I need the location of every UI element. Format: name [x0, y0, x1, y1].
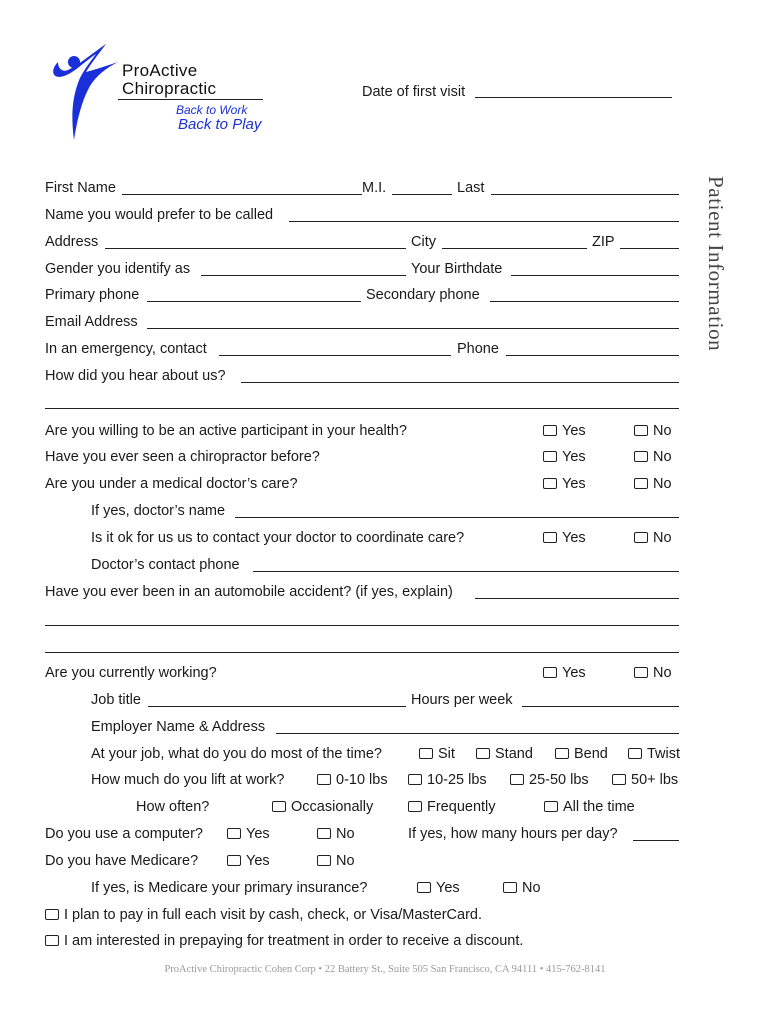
- doctor-phone-field[interactable]: [253, 571, 679, 572]
- first-name-label: First Name: [45, 180, 116, 196]
- auto-accident-field-3[interactable]: [45, 652, 679, 653]
- checkbox-icon[interactable]: [272, 801, 286, 812]
- option-label: 10-25 lbs: [427, 772, 487, 788]
- checkbox-icon[interactable]: [634, 425, 648, 436]
- preferred-name-field[interactable]: [289, 221, 679, 222]
- option-label: Yes: [246, 853, 270, 869]
- under-md-no-option[interactable]: [634, 476, 672, 492]
- contact-doctor-question: Is it ok for us us to contact your doctor to coordinate care?: [91, 530, 465, 546]
- doctor-name-field[interactable]: [235, 517, 679, 518]
- emergency-phone-label: Phone: [457, 341, 499, 357]
- hours-per-week-label: Hours per week: [411, 692, 513, 708]
- checkbox-icon[interactable]: [612, 774, 626, 785]
- checkbox-icon[interactable]: [634, 667, 648, 678]
- logo-tag-line2: Back to Play: [178, 116, 262, 133]
- job-activity-question: At your job, what do you do most of the time?: [91, 746, 382, 762]
- primary-phone-field[interactable]: [147, 301, 361, 302]
- checkbox-icon[interactable]: [317, 774, 331, 785]
- active-no-option[interactable]: [634, 423, 672, 439]
- heard-about-label: How did you hear about us?: [45, 368, 226, 384]
- checkbox-icon[interactable]: [317, 828, 331, 839]
- city-label: City: [411, 234, 436, 250]
- checkbox-icon[interactable]: [634, 451, 648, 462]
- emergency-contact-label: In an emergency, contact: [45, 341, 207, 357]
- option-label: No: [653, 476, 672, 492]
- emergency-contact-field[interactable]: [219, 355, 451, 356]
- option-label: Yes: [562, 530, 586, 546]
- checkbox-icon[interactable]: [476, 748, 490, 759]
- option-label: 50+ lbs: [631, 772, 679, 788]
- prepay-option[interactable]: [45, 933, 523, 949]
- city-field[interactable]: [442, 248, 587, 249]
- option-label: Stand: [495, 746, 533, 762]
- address-label: Address: [45, 234, 99, 250]
- heard-about-field-2[interactable]: [45, 408, 679, 409]
- auto-accident-question: Have you ever been in an automobile accident? (if yes, explain): [45, 584, 453, 600]
- lift-10-25-option[interactable]: [408, 772, 487, 788]
- birthdate-label: Your Birthdate: [411, 261, 503, 277]
- checkbox-icon[interactable]: [544, 801, 558, 812]
- checkbox-icon[interactable]: [317, 855, 331, 866]
- option-label: Yes: [562, 476, 586, 492]
- logo-underline: [118, 99, 263, 100]
- contact-doctor-yes-option[interactable]: [543, 530, 586, 546]
- footer-address: ProActive Chiropractic Cohen Corp • 22 Battery St., Suite 505 San Francisco, CA 94111 • 415-762-8141: [164, 964, 606, 975]
- medical-doctor-question: Are you under a medical doctor’s care?: [45, 476, 298, 492]
- logo-name-line1: ProActive: [122, 61, 198, 80]
- birthdate-field[interactable]: [511, 275, 679, 276]
- checkbox-icon[interactable]: [634, 478, 648, 489]
- auto-accident-field[interactable]: [475, 598, 679, 599]
- checkbox-icon[interactable]: [227, 828, 241, 839]
- lift-50-plus-option[interactable]: [612, 772, 678, 788]
- mi-label: M.I.: [362, 180, 387, 196]
- occasionally-option[interactable]: [272, 799, 373, 815]
- pay-in-full-option[interactable]: [45, 907, 482, 923]
- logo-name-line2: Chiropractic: [122, 79, 217, 98]
- frequently-option[interactable]: [408, 799, 496, 815]
- emergency-phone-field[interactable]: [506, 355, 679, 356]
- checkbox-icon[interactable]: [408, 801, 422, 812]
- computer-no-option[interactable]: [317, 826, 355, 842]
- side-title-text: Patient Information: [704, 176, 728, 352]
- lift-0-10-option[interactable]: [317, 772, 388, 788]
- computer-question: Do you use a computer?: [45, 826, 203, 842]
- checkbox-icon[interactable]: [543, 425, 557, 436]
- checkbox-icon[interactable]: [510, 774, 524, 785]
- checkbox-icon[interactable]: [543, 478, 557, 489]
- option-label: Twist: [647, 746, 681, 762]
- side-title: [700, 176, 730, 396]
- logo-figure-icon: [44, 40, 124, 150]
- active-yes-option[interactable]: [543, 423, 586, 439]
- date-first-visit-label: Date of first visit: [362, 84, 466, 100]
- contact-doctor-no-option[interactable]: [634, 530, 672, 546]
- hours-per-week-field[interactable]: [522, 706, 679, 707]
- medicare-primary-question: If yes, is Medicare your primary insurance?: [91, 880, 368, 896]
- hours-per-day-label: If yes, how many hours per day?: [408, 826, 618, 842]
- option-label: No: [336, 853, 355, 869]
- zip-label: ZIP: [592, 234, 615, 250]
- option-label: All the time: [563, 799, 635, 815]
- primary-phone-label: Primary phone: [45, 287, 140, 303]
- logo: [44, 40, 274, 150]
- checkbox-icon[interactable]: [227, 855, 241, 866]
- medicare-yes-option[interactable]: [227, 853, 270, 869]
- medicare-no-option[interactable]: [317, 853, 355, 869]
- option-label: No: [653, 530, 672, 546]
- computer-yes-option[interactable]: [227, 826, 270, 842]
- how-often-label: How often?: [136, 799, 210, 815]
- checkbox-icon[interactable]: [543, 532, 557, 543]
- seen-chiro-yes-option[interactable]: [543, 449, 586, 465]
- checkbox-icon[interactable]: [417, 882, 431, 893]
- zip-field[interactable]: [620, 248, 679, 249]
- stand-option[interactable]: [476, 746, 533, 762]
- option-label: 25-50 lbs: [529, 772, 589, 788]
- seen-chiro-no-option[interactable]: [634, 449, 672, 465]
- checkbox-icon[interactable]: [503, 882, 517, 893]
- option-label: Yes: [436, 880, 460, 896]
- address-field[interactable]: [105, 248, 406, 249]
- first-name-field[interactable]: [122, 194, 362, 195]
- option-label: Yes: [246, 826, 270, 842]
- doctor-phone-label: Doctor’s contact phone: [91, 557, 240, 573]
- employer-label: Employer Name & Address: [91, 719, 266, 735]
- option-label: Sit: [438, 746, 455, 762]
- option-label: Yes: [562, 449, 586, 465]
- medicare-question: Do you have Medicare?: [45, 853, 199, 869]
- bend-option[interactable]: [555, 746, 608, 762]
- preferred-name-label: Name you would prefer to be called: [45, 207, 274, 223]
- lift-25-50-option[interactable]: [510, 772, 589, 788]
- option-label: 0-10 lbs: [336, 772, 388, 788]
- working-yes-option[interactable]: [543, 665, 586, 681]
- date-first-visit-field[interactable]: [475, 97, 672, 98]
- option-label: No: [653, 449, 672, 465]
- logo-tag-line1: Back to Work: [176, 103, 248, 117]
- checkbox-icon[interactable]: [634, 532, 648, 543]
- hours-per-day-field[interactable]: [633, 840, 679, 841]
- option-label: No: [522, 880, 541, 896]
- heard-about-field[interactable]: [241, 382, 679, 383]
- auto-accident-field-2[interactable]: [45, 625, 679, 626]
- checkbox-icon[interactable]: [543, 667, 557, 678]
- email-label: Email Address: [45, 314, 138, 330]
- option-label: Bend: [574, 746, 608, 762]
- checkbox-icon[interactable]: [45, 909, 59, 920]
- employer-field[interactable]: [276, 733, 679, 734]
- secondary-phone-field[interactable]: [490, 301, 679, 302]
- checkbox-icon[interactable]: [45, 935, 59, 946]
- option-label: Occasionally: [291, 799, 374, 815]
- doctor-name-label: If yes, doctor’s name: [91, 503, 226, 519]
- mi-field[interactable]: [392, 194, 452, 195]
- working-question: Are you currently working?: [45, 665, 217, 681]
- last-name-field[interactable]: [491, 194, 679, 195]
- option-label: No: [653, 665, 672, 681]
- medicare-primary-no-option[interactable]: [503, 880, 541, 896]
- all-the-time-option[interactable]: [544, 799, 635, 815]
- job-title-field[interactable]: [148, 706, 406, 707]
- checkbox-icon[interactable]: [628, 748, 642, 759]
- active-participant-question: Are you willing to be an active participant in your health?: [45, 423, 407, 439]
- under-md-yes-option[interactable]: [543, 476, 586, 492]
- seen-chiropractor-question: Have you ever seen a chiropractor before?: [45, 449, 320, 465]
- checkbox-icon[interactable]: [419, 748, 433, 759]
- option-label: Frequently: [427, 799, 496, 815]
- lift-question: How much do you lift at work?: [91, 772, 285, 788]
- job-title-label: Job title: [91, 692, 141, 708]
- checkbox-icon[interactable]: [555, 748, 569, 759]
- secondary-phone-label: Secondary phone: [366, 287, 480, 303]
- medicare-primary-yes-option[interactable]: [417, 880, 460, 896]
- option-label: I plan to pay in full each visit by cash, check, or Visa/MasterCard.: [64, 907, 483, 923]
- gender-field[interactable]: [201, 275, 406, 276]
- option-label: Yes: [562, 665, 586, 681]
- option-label: I am interested in prepaying for treatment in order to receive a discount.: [64, 933, 524, 949]
- option-label: No: [653, 423, 672, 439]
- gender-label: Gender you identify as: [45, 261, 191, 277]
- twist-option[interactable]: [628, 746, 680, 762]
- email-field[interactable]: [147, 328, 679, 329]
- option-label: No: [336, 826, 355, 842]
- working-no-option[interactable]: [634, 665, 672, 681]
- checkbox-icon[interactable]: [408, 774, 422, 785]
- sit-option[interactable]: [419, 746, 455, 762]
- checkbox-icon[interactable]: [543, 451, 557, 462]
- last-name-label: Last: [457, 180, 485, 196]
- option-label: Yes: [562, 423, 586, 439]
